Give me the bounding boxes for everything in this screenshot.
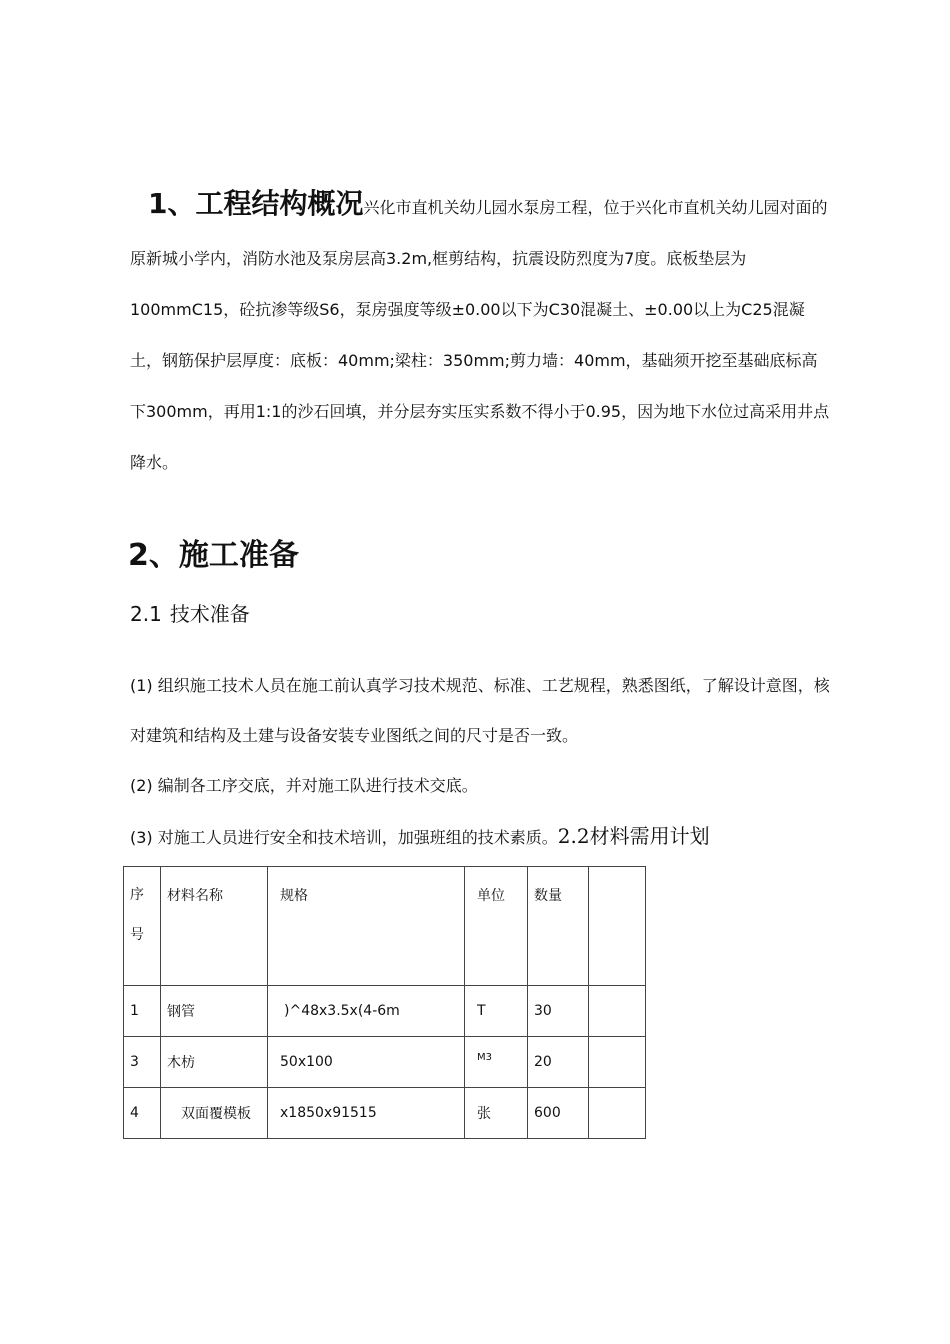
- cell-unit: [465, 1037, 528, 1088]
- subsection-2-1-heading: [130, 596, 250, 632]
- table-row: [124, 986, 646, 1037]
- cell-spec: )^48x3.5x(4-6m: [268, 986, 465, 1037]
- list-item-text: (3) 对施工人员进行安全和技术培训，加强班组的技术素质。: [130, 828, 558, 847]
- cell-empty: [589, 1088, 646, 1139]
- cell-seq: 1: [124, 986, 161, 1037]
- cell-empty: [589, 986, 646, 1037]
- section-2-heading: 2、施工准备: [128, 538, 299, 573]
- section-1-body: 兴化市直机关幼儿园水泵房工程，位于兴化市直机关幼儿园对面的原新城小学内，消防水池及泵房层高3.2m,框剪结构，抗震设防烈度为7度。底板垫层为100mmC15，砼抗渗等级S6，泵房强度等级±0.00以下为C30混凝土、±0.00以上为C25混凝土，钢筋保护层厚度：底板：40mm;梁柱：350mm;剪力墙：40mm，基础须开挖至基础底标高下300mm，再用1:1的沙石回填，并分层夯实压实系数不得小于0.95，因为地下水位过高采用井点降水。: [130, 198, 830, 472]
- section-1-paragraph: [130, 178, 830, 488]
- table-row: [124, 1088, 646, 1139]
- cell-qty: 600: [528, 1088, 589, 1139]
- cell-seq: 3: [124, 1037, 161, 1088]
- header-material-name: 材料名称: [161, 867, 268, 986]
- cell-spec: x1850x91515: [268, 1088, 465, 1139]
- cell-empty: [589, 1037, 646, 1088]
- header-qty: 数量: [528, 867, 589, 986]
- section-1-heading: 1、工程结构概况: [148, 187, 364, 220]
- subsection-2-1-number: 2.1: [130, 602, 162, 626]
- list-item: (2) 编制各工序交底，并对施工队进行技术交底。: [130, 776, 478, 795]
- cell-unit: T: [465, 986, 528, 1037]
- cell-seq: 4: [124, 1088, 161, 1139]
- cell-name: 双面覆模板: [161, 1088, 268, 1139]
- table-header-row: [124, 867, 646, 986]
- materials-table: [123, 866, 646, 1139]
- cell-name: 钢管: [161, 986, 268, 1037]
- header-unit: 单位: [465, 867, 528, 986]
- subsection-2-2-heading: 2.2材料需用计划: [557, 824, 710, 848]
- header-seq: 序 号: [124, 867, 161, 986]
- header-spec: 规格: [268, 867, 465, 986]
- cell-qty: 30: [528, 986, 589, 1037]
- unit-m3: M3: [477, 1052, 492, 1063]
- cell-spec: 50x100: [268, 1037, 465, 1088]
- list-item: (1) 组织施工技术人员在施工前认真学习技术规范、标准、工艺规程，熟悉图纸，了解设计意图，核对建筑和结构及土建与设备安装专业图纸之间的尺寸是否一致。: [130, 676, 830, 745]
- cell-qty: 20: [528, 1037, 589, 1088]
- table-row: [124, 1037, 646, 1088]
- subsection-2-1-title: 技术准备: [169, 602, 250, 626]
- tech-prep-list: [130, 661, 830, 863]
- cell-unit: 张: [465, 1088, 528, 1139]
- header-empty: [589, 867, 646, 986]
- cell-name: 木枋: [161, 1037, 268, 1088]
- list-item: [130, 811, 830, 863]
